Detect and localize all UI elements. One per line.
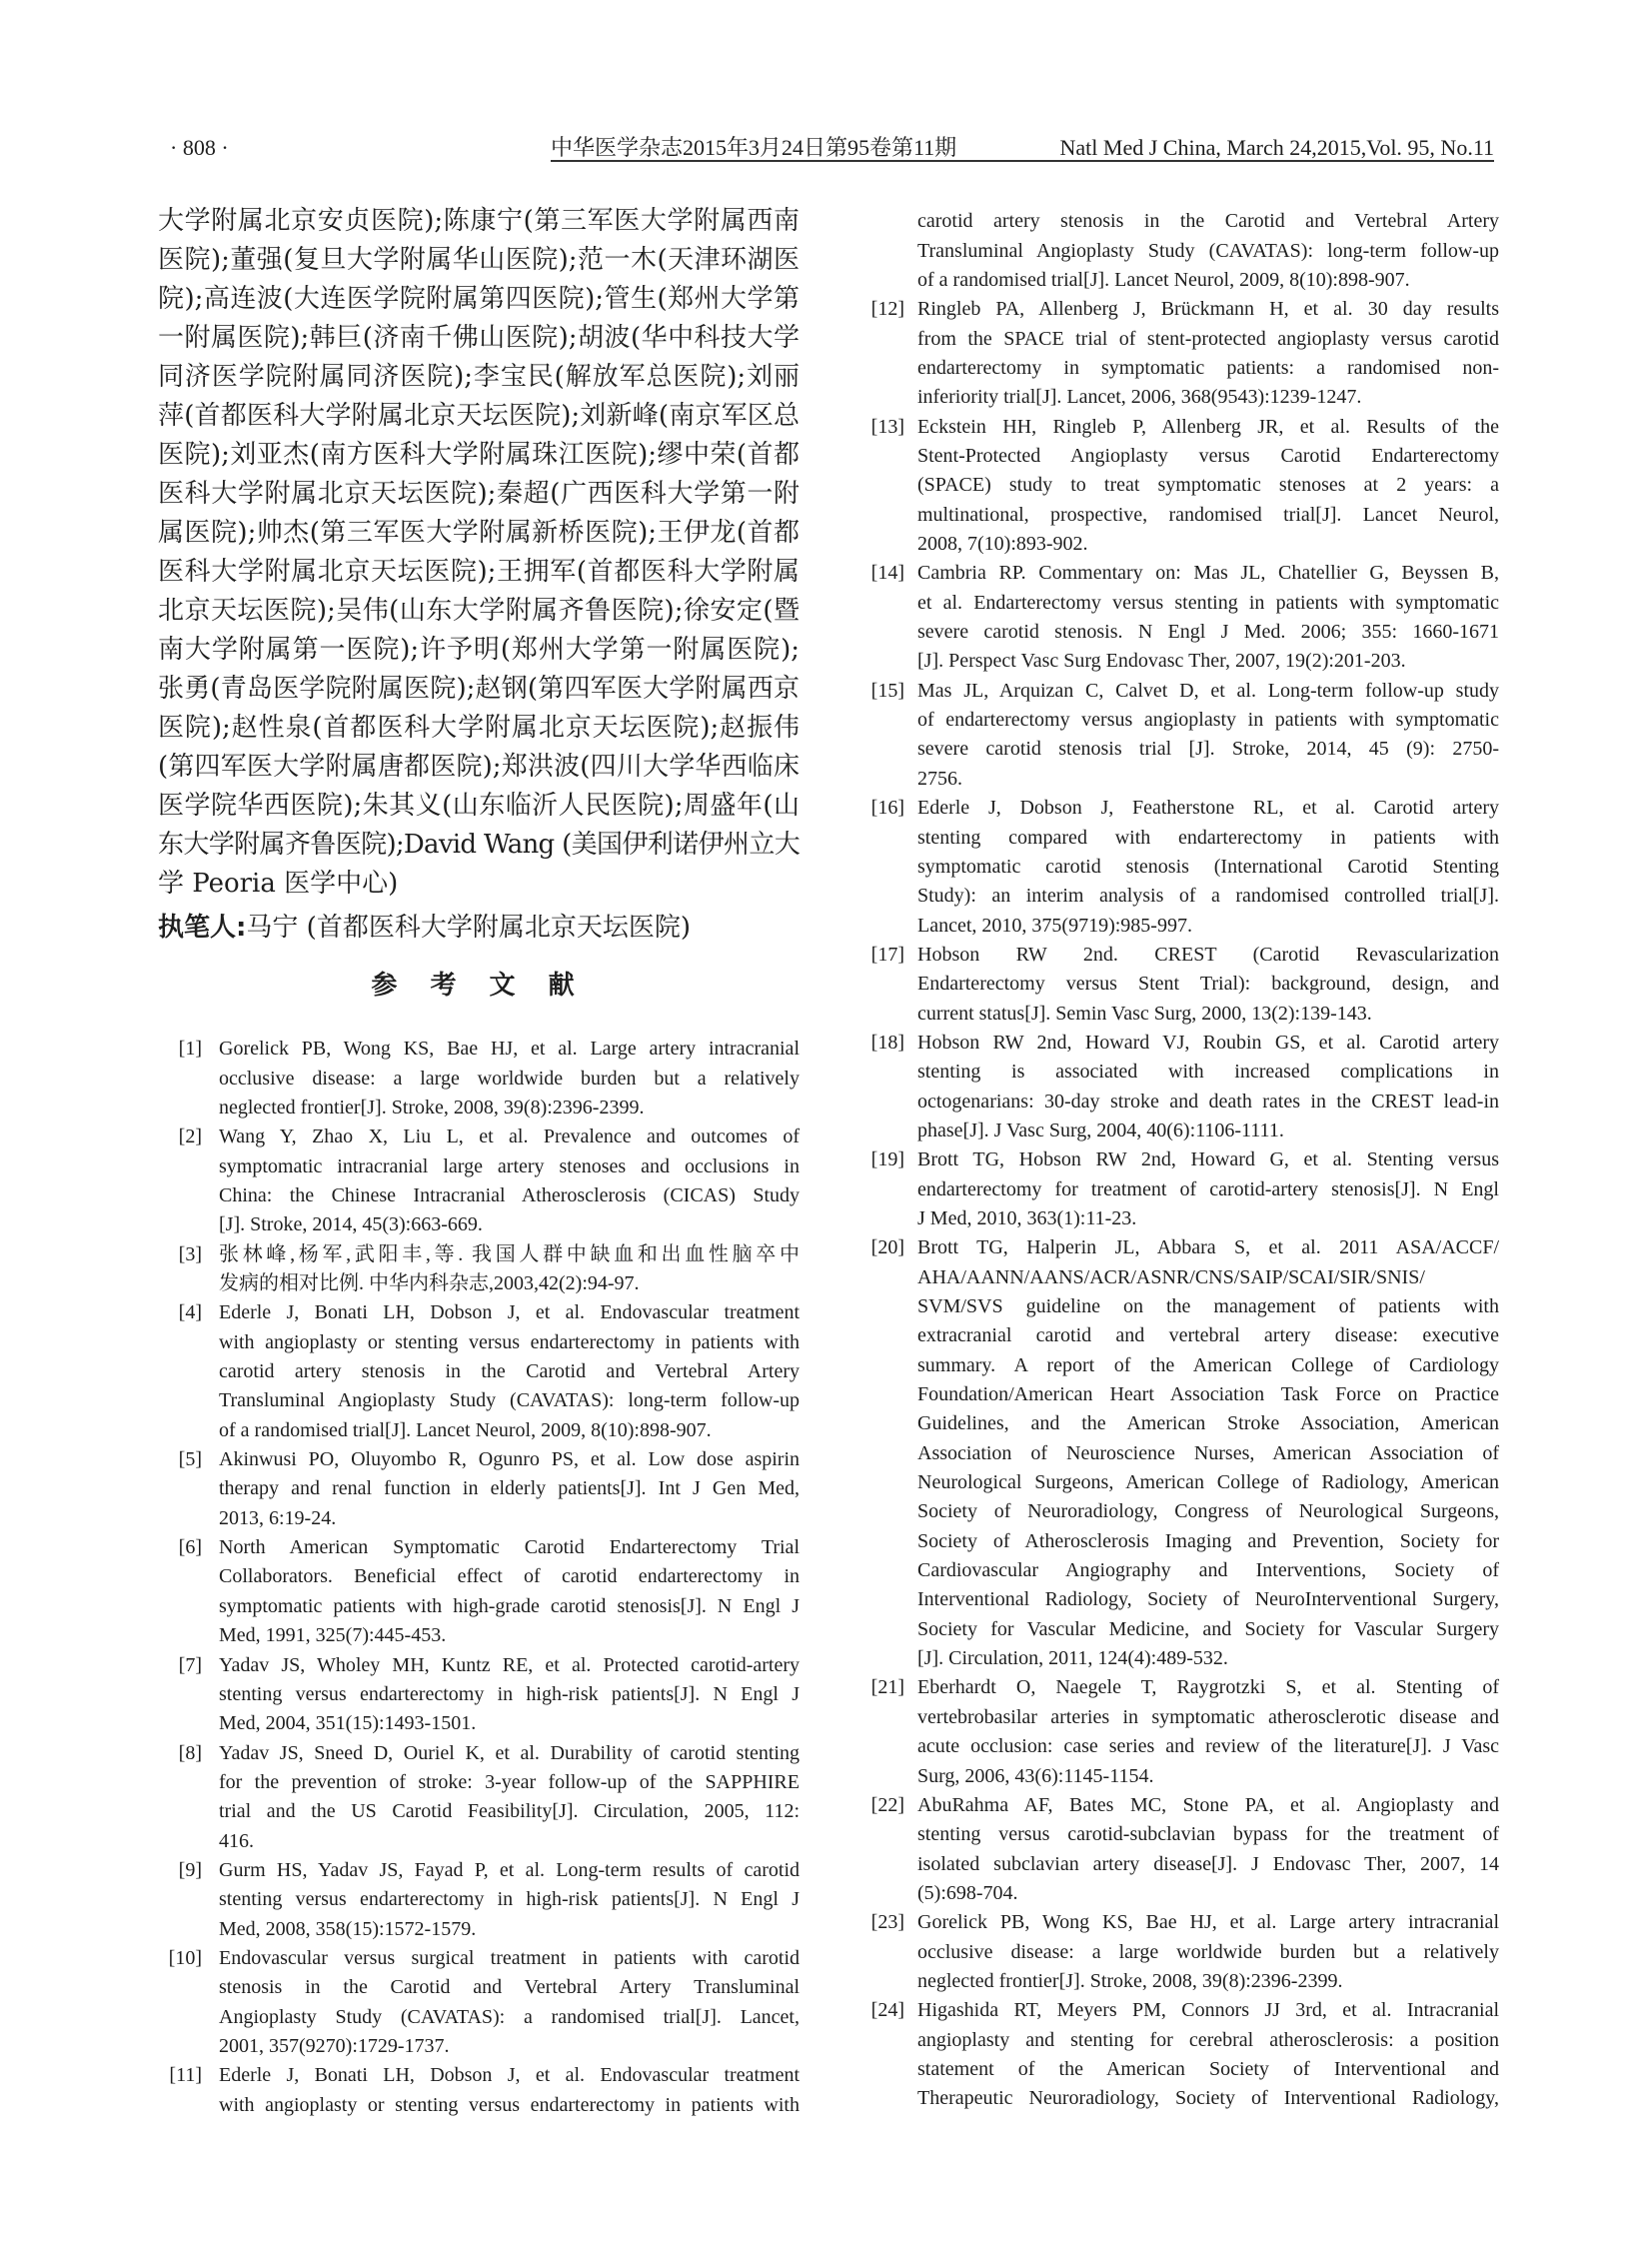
reference-number: [2] <box>178 1125 202 1148</box>
paragraph-line: 院);高连波(大连医学院附属第四医院);管生(郑州大学第 <box>158 284 800 314</box>
reference-line: stenting compared with endarterectomy in patients with <box>917 826 1499 849</box>
reference-item-continued <box>839 207 1499 295</box>
reference-number: [21] <box>870 1676 904 1699</box>
paragraph-line: 萍(首都医科大学附属北京天坛医院);刘新峰(南京军区总 <box>158 401 800 431</box>
references-list-right <box>839 207 1499 2113</box>
paragraph-line: 北京天坛医院);吴伟(山东大学附属齐鲁医院);徐安定(暨 <box>158 596 800 626</box>
reference-line: AbuRahma AF, Bates MC, Stone PA, et al. Angioplasty and <box>917 1793 1499 1816</box>
paragraph-line: 医学院华西医院);朱其义(山东临沂人民医院);周盛年(山 <box>158 791 800 821</box>
reference-item <box>158 1240 800 1299</box>
reference-line: occlusive disease: a large worldwide burden but a relatively <box>219 1067 800 1090</box>
reference-line: Angioplasty Study (CAVATAS): a randomised trial[J]. Lancet, <box>219 2005 800 2028</box>
paragraph-line: 医科大学附属北京天坛医院);秦超(广西医科大学第一附 <box>158 479 800 509</box>
reference-number: [5] <box>178 1448 202 1471</box>
reference-line: 2756. <box>917 767 962 790</box>
reference-line: 416. <box>219 1829 254 1852</box>
reference-line: Transluminal Angioplasty Study (CAVATAS): long-term follow-up <box>917 239 1499 262</box>
reference-number: [7] <box>178 1653 202 1676</box>
reference-line: Association of Neuroscience Nurses, American Association of <box>917 1441 1499 1464</box>
reference-line: Collaborators. Beneficial effect of carotid endarterectomy in <box>219 1565 800 1588</box>
reference-line: Foundation/American Heart Association Task Force on Practice <box>917 1383 1499 1406</box>
reference-item <box>158 1739 800 1856</box>
reference-number: [8] <box>178 1741 202 1764</box>
reference-number: [23] <box>870 1911 904 1934</box>
reference-number: [24] <box>870 1999 904 2022</box>
reference-line: stenting versus endarterectomy in high-risk patients[J]. N Engl J <box>219 1888 800 1911</box>
reference-number: [4] <box>178 1301 202 1324</box>
reference-line: Cardiovascular Angiography and Interventions, Society of <box>917 1559 1499 1582</box>
reference-number: [19] <box>870 1148 904 1171</box>
reference-line: trial and the US Carotid Feasibility[J]. Circulation, 2005, 112: <box>219 1800 800 1823</box>
reference-line: 2008, 7(10):893-902. <box>917 533 1088 556</box>
reference-line: Med, 2008, 358(15):1572-1579. <box>219 1917 477 1940</box>
reference-line: Interventional Radiology, Society of NeuroInterventional Surgery, <box>917 1588 1499 1611</box>
reference-line: occlusive disease: a large worldwide burden but a relatively <box>917 1940 1499 1963</box>
reference-number: [3] <box>178 1242 202 1265</box>
reference-line: Higashida RT, Meyers PM, Connors JJ 3rd, et al. Intracranial <box>917 1999 1499 2022</box>
reference-line: carotid artery stenosis in the Carotid and Vertebral Artery <box>917 210 1499 233</box>
reference-line: 张林峰,杨军,武阳丰,等. 我国人群中缺血和出血性脑卒中 <box>219 1242 800 1265</box>
author-value: 马宁 (首都医科大学附属北京天坛医院) <box>246 913 691 943</box>
author-line <box>158 909 800 948</box>
author-label: 执笔人: <box>158 913 247 943</box>
reference-line: with angioplasty or stenting versus endarterectomy in patients with <box>219 1330 800 1353</box>
reference-item <box>839 1673 1499 1790</box>
paragraph-line: 医院);董强(复旦大学附属华山医院);范一木(天津环湖医 <box>158 245 800 275</box>
reference-item <box>839 295 1499 412</box>
reference-line: endarterectomy in symptomatic patients: a randomised non- <box>917 357 1499 380</box>
reference-line: multinational, prospective, randomised trial[J]. Lancet Neurol, <box>917 503 1499 526</box>
paragraph-line: 张勇(青岛医学院附属医院);赵钢(第四军医大学附属西京 <box>158 674 800 704</box>
reference-line: acute occlusion: case series and review of the literature[J]. J Vasc <box>917 1735 1499 1758</box>
reference-number: [16] <box>870 797 904 820</box>
journal-title-en: Natl Med J China, March 24,2015,Vol. 95, No.11 <box>1059 135 1494 160</box>
reference-line: extracranial carotid and vertebral artery disease: executive <box>917 1324 1499 1347</box>
reference-line: with angioplasty or stenting versus endarterectomy in patients with <box>219 2093 800 2116</box>
reference-line: Society for Vascular Medicine, and Society for Vascular Surgery <box>917 1617 1499 1640</box>
reference-item <box>839 1996 1499 2113</box>
reference-number: [20] <box>870 1236 904 1259</box>
reference-line: Stent-Protected Angioplasty versus Carotid Endarterectomy <box>917 445 1499 468</box>
reference-line: China: the Chinese Intracranial Atherosclerosis (CICAS) Study <box>219 1184 800 1207</box>
reference-line: Yadav JS, Wholey MH, Kuntz RE, et al. Protected carotid-artery <box>219 1653 800 1676</box>
reference-line: Eckstein HH, Ringleb P, Allenberg JR, et al. Results of the <box>917 415 1499 438</box>
reference-line: Akinwusi PO, Oluyombo R, Ogunro PS, et al. Low dose aspirin <box>219 1448 800 1471</box>
reference-line: Therapeutic Neuroradiology, Society of Interventional Radiology, <box>917 2087 1499 2110</box>
reference-line: neglected frontier[J]. Stroke, 2008, 39(8):2396-2399. <box>917 1969 1343 1992</box>
reference-line: Surg, 2006, 43(6):1145-1154. <box>917 1764 1154 1787</box>
reference-line: 2013, 6:19-24. <box>219 1506 337 1529</box>
reference-line: Endovascular versus surgical treatment in patients with carotid <box>219 1946 800 1969</box>
reference-line: isolated subclavian artery disease[J]. J Endovasc Ther, 2007, 14 <box>917 1852 1499 1875</box>
reference-line: Hobson RW 2nd. CREST (Carotid Revascularization <box>917 943 1499 966</box>
reference-item <box>839 413 1499 560</box>
contributors-paragraph <box>158 202 800 904</box>
paragraph-line: 大学附属北京安贞医院);陈康宁(第三军医大学附属西南 <box>158 206 800 236</box>
reference-item <box>839 559 1499 676</box>
reference-line: symptomatic intracranial large artery stenoses and occlusions in <box>219 1154 800 1177</box>
reference-line: SVM/SVS guideline on the management of patients with <box>917 1295 1499 1318</box>
reference-line: symptomatic patients with high-grade carotid stenosis[J]. N Engl J <box>219 1594 800 1617</box>
paragraph-line: 医院);刘亚杰(南方医科大学附属珠江医院);缪中荣(首都 <box>158 440 800 470</box>
reference-line: Transluminal Angioplasty Study (CAVATAS): long-term follow-up <box>219 1389 800 1412</box>
references-list-left <box>158 1035 800 2120</box>
reference-item <box>839 1145 1499 1233</box>
reference-line: Gurm HS, Yadav JS, Fayad P, et al. Long-term results of carotid <box>219 1858 800 1881</box>
reference-line: (SPACE) study to treat symptomatic stenoses at 2 years: a <box>917 474 1499 497</box>
reference-number: [17] <box>870 943 904 966</box>
reference-line: J Med, 2010, 363(1):11-23. <box>917 1206 1137 1229</box>
reference-line: inferiority trial[J]. Lancet, 2006, 368(9543):1239-1247. <box>917 386 1362 409</box>
paragraph-line: 属医院);帅杰(第三军医大学附属新桥医院);王伊龙(首都 <box>158 518 800 548</box>
journal-title-cn: 中华医学杂志2015年3月24日第95卷第11期 <box>551 135 957 160</box>
reference-number: [14] <box>870 562 904 585</box>
reference-line: symptomatic carotid stenosis (International Carotid Stenting <box>917 855 1499 878</box>
reference-line: 发病的相对比例. 中华内科杂志,2003,42(2):94-97. <box>219 1272 640 1295</box>
reference-item <box>158 1651 800 1739</box>
reference-line: summary. A report of the American College of Cardiology <box>917 1353 1499 1376</box>
reference-line: Society of Atherosclerosis Imaging and Prevention, Society for <box>917 1529 1499 1552</box>
reference-line: phase[J]. J Vasc Surg, 2004, 40(6):1106-1111. <box>917 1119 1284 1141</box>
reference-line: Hobson RW 2nd, Howard VJ, Roubin GS, et al. Carotid artery <box>917 1031 1499 1054</box>
reference-line: Neurological Surgeons, American College of Radiology, American <box>917 1471 1499 1494</box>
reference-item <box>158 1122 800 1239</box>
reference-item <box>839 941 1499 1029</box>
reference-item <box>158 1944 800 2061</box>
reference-number: [1] <box>178 1038 202 1061</box>
reference-line: of a randomised trial[J]. Lancet Neurol, 2009, 8(10):898-907. <box>917 268 1410 291</box>
reference-item <box>158 1856 800 1944</box>
reference-line: Ringleb PA, Allenberg J, Brückmann H, et al. 30 day results <box>917 298 1499 321</box>
reference-line: severe carotid stenosis trial [J]. Stroke, 2014, 45 (9): 2750- <box>917 738 1499 761</box>
reference-line: Ederle J, Dobson J, Featherstone RL, et al. Carotid artery <box>917 797 1499 820</box>
reference-item <box>158 2061 800 2120</box>
reference-number: [22] <box>870 1793 904 1816</box>
reference-number: [9] <box>178 1858 202 1881</box>
paragraph-line: 南大学附属第一医院);许予明(郑州大学第一附属医院); <box>158 635 800 665</box>
reference-line: severe carotid stenosis. N Engl J Med. 2006; 355: 1660-1671 <box>917 621 1499 644</box>
reference-line: Mas JL, Arquizan C, Calvet D, et al. Long-term follow-up study <box>917 679 1499 702</box>
reference-line: angioplasty and stenting for cerebral atherosclerosis: a position <box>917 2028 1499 2051</box>
reference-item <box>839 1029 1499 1145</box>
reference-line: Gorelick PB, Wong KS, Bae HJ, et al. Large artery intracranial <box>917 1911 1499 1934</box>
reference-line: statement of the American Society of Interventional and <box>917 2057 1499 2080</box>
reference-line: Cambria RP. Commentary on: Mas JL, Chatellier G, Beyssen B, <box>917 562 1499 585</box>
reference-line: of endarterectomy versus angioplasty in patients with symptomatic <box>917 709 1499 732</box>
reference-item <box>158 1445 800 1533</box>
paragraph-line: 东大学附属齐鲁医院);David Wang (美国伊利诺伊州立大 <box>158 830 800 860</box>
reference-line: Ederle J, Bonati LH, Dobson J, et al. Endovascular treatment <box>219 1301 800 1324</box>
reference-line: [J]. Circulation, 2011, 124(4):489-532. <box>917 1647 1228 1670</box>
reference-number: [13] <box>870 415 904 438</box>
reference-item <box>839 677 1499 794</box>
running-header <box>551 136 1494 162</box>
paragraph-line: 同济医学院附属同济医院);李宝民(解放军总医院);刘丽 <box>158 362 800 392</box>
reference-line: endarterectomy for treatment of carotid-artery stenosis[J]. N Engl <box>917 1177 1499 1200</box>
reference-item <box>839 1908 1499 1996</box>
paragraph-line: 学 Peoria 医学中心) <box>158 869 399 899</box>
reference-line: Wang Y, Zhao X, Liu L, et al. Prevalence and outcomes of <box>219 1125 800 1148</box>
reference-line: Yadav JS, Sneed D, Ouriel K, et al. Durability of carotid stenting <box>219 1741 800 1764</box>
reference-line: Society of Neuroradiology, Congress of Neurological Surgeons, <box>917 1500 1499 1523</box>
paragraph-line: (第四军医大学附属唐都医院);郑洪波(四川大学华西临床 <box>158 752 800 782</box>
reference-line: vertebrobasilar arteries in symptomatic atherosclerotic disease and <box>917 1705 1499 1728</box>
reference-item <box>158 1035 800 1122</box>
reference-line: Gorelick PB, Wong KS, Bae HJ, et al. Large artery intracranial <box>219 1038 800 1061</box>
reference-line: Lancet, 2010, 375(9719):985-997. <box>917 914 1192 937</box>
reference-line: AHA/AANN/AANS/ACR/ASNR/CNS/SAIP/SCAI/SIR/SNIS/ <box>917 1265 1425 1288</box>
reference-item <box>839 794 1499 941</box>
reference-item <box>158 1298 800 1445</box>
reference-line: Brott TG, Halperin JL, Abbara S, et al. 2011 ASA/ACCF/ <box>917 1236 1499 1259</box>
reference-line: from the SPACE trial of stent-protected angioplasty versus carotid <box>917 327 1499 350</box>
reference-item <box>839 1233 1499 1673</box>
reference-line: of a randomised trial[J]. Lancet Neurol, 2009, 8(10):898-907. <box>219 1418 712 1441</box>
reference-line: Ederle J, Bonati LH, Dobson J, et al. Endovascular treatment <box>219 2064 800 2087</box>
reference-line: Endarterectomy versus Stent Trial): background, design, and <box>917 973 1499 996</box>
paragraph-line: 医院);赵性泉(首都医科大学附属北京天坛医院);赵振伟 <box>158 713 800 743</box>
references-heading: 参 考 文 献 <box>371 971 587 1001</box>
reference-line: neglected frontier[J]. Stroke, 2008, 39(8):2396-2399. <box>219 1096 645 1119</box>
reference-number: [6] <box>178 1536 202 1559</box>
reference-line: Eberhardt O, Naegele T, Raygrotzki S, et al. Stenting of <box>917 1676 1499 1699</box>
paragraph-line: 一附属医院);韩巨(济南千佛山医院);胡波(华中科技大学 <box>158 323 800 353</box>
reference-number: [12] <box>870 298 904 321</box>
reference-line: Med, 2004, 351(15):1493-1501. <box>219 1712 477 1735</box>
reference-line: (5):698-704. <box>917 1881 1018 1904</box>
reference-line: stenting versus carotid-subclavian bypass for the treatment of <box>917 1823 1499 1846</box>
reference-line: North American Symptomatic Carotid Endarterectomy Trial <box>219 1536 800 1559</box>
reference-line: therapy and renal function in elderly patients[J]. Int J Gen Med, <box>219 1477 800 1500</box>
reference-line: current status[J]. Semin Vasc Surg, 2000, 13(2):139-143. <box>917 1002 1372 1025</box>
reference-line: carotid artery stenosis in the Carotid and Vertebral Artery <box>219 1360 800 1383</box>
reference-number: [10] <box>168 1946 202 1969</box>
reference-line: stenting versus endarterectomy in high-risk patients[J]. N Engl J <box>219 1682 800 1705</box>
reference-line: Study): an interim analysis of a randomised controlled trial[J]. <box>917 885 1499 908</box>
reference-item <box>158 1533 800 1650</box>
reference-line: et al. Endarterectomy versus stenting in patients with symptomatic <box>917 591 1499 614</box>
reference-line: Guidelines, and the American Stroke Association, American <box>917 1412 1499 1435</box>
reference-line: stenosis in the Carotid and Vertebral Artery Transluminal <box>219 1976 800 1999</box>
reference-number: [18] <box>870 1031 904 1054</box>
reference-line: stenting is associated with increased complications in <box>917 1061 1499 1084</box>
reference-item <box>839 1791 1499 1908</box>
page-number: · 808 · <box>170 135 229 160</box>
reference-line: [J]. Stroke, 2014, 45(3):663-669. <box>219 1213 483 1236</box>
reference-number: [11] <box>169 2064 202 2087</box>
reference-line: 2001, 357(9270):1729-1737. <box>219 2034 450 2057</box>
reference-line: [J]. Perspect Vasc Surg Endovasc Ther, 2007, 19(2):201-203. <box>917 650 1406 673</box>
reference-line: for the prevention of stroke: 3-year follow-up of the SAPPHIRE <box>219 1770 800 1793</box>
reference-line: Med, 1991, 325(7):445-453. <box>219 1624 447 1647</box>
reference-number: [15] <box>870 679 904 702</box>
reference-line: Brott TG, Hobson RW 2nd, Howard G, et al. Stenting versus <box>917 1148 1499 1171</box>
reference-line: octogenarians: 30-day stroke and death rates in the CREST lead-in <box>917 1090 1499 1113</box>
paragraph-line: 医科大学附属北京天坛医院);王拥军(首都医科大学附属 <box>158 557 800 587</box>
